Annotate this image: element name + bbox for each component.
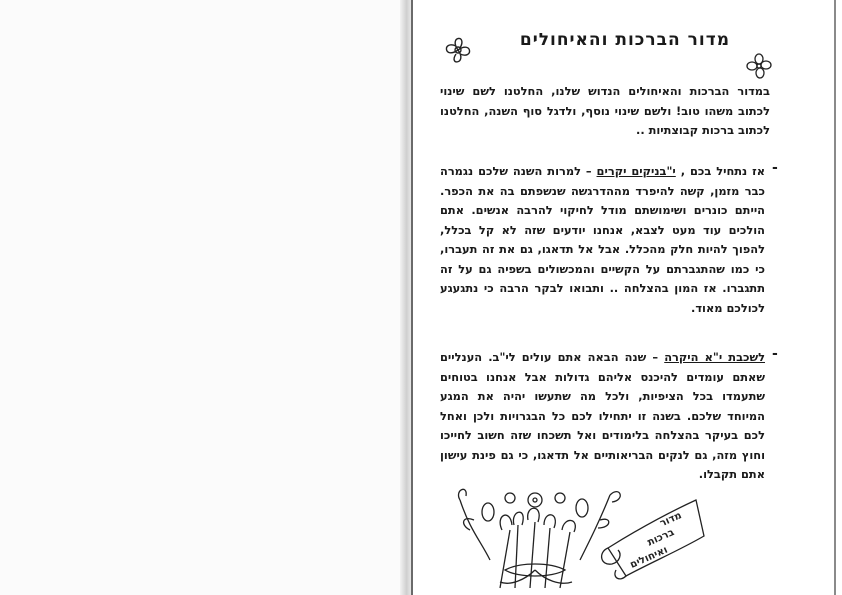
paragraph-body: – למרות השנה שלכם נגמרה כבר מזמן, קשה להיפרד מההדרגשה שנשפתם בה את הכפר. הייתם כונרים ושימושתם מודל לחיקוי להרבה אנשים. אתם הולכים עוד מעט לצבא, אנחנו יודעים שזה לא קל בכלל, להפוך להיות חלק מהכלל. אבל אל תדאגו, גם את זה תעברו, כי כמו שהתגברתם על הקשיים והמכשולים בשפיה גם על זה תתגברו. אז המון בהצלחה .. ותבואו לבקר הרבה כי נתגעגע לכולכם מאוד. bbox=[440, 164, 765, 315]
paragraph-lead: אז נתחיל בכם , bbox=[675, 164, 765, 178]
left-blank-page bbox=[0, 0, 405, 595]
banner-line-1: מדור bbox=[658, 510, 684, 530]
bullet-dash: - bbox=[772, 160, 778, 176]
paragraph-body: – שנה הבאה אתם עולים לי"ב. הענליים שאתם עומדים להיכנס אליהם גדולות אבל אנחנו בטוחים שתעמדו בכל הציפיות, ולכל מה שתעשו יהיה את המגע המיוחד שלכם. בשנה זו יתחילו לכם כל הבגרויות ולכן ואחל לכם בעיקר בהצלחה בלימודים ואל תשכחו שזה חשוב לחייכו וחוץ מזה, גם לנקים הבריאותיים אל תדאגו, כי גם פינת עישון אתם תקבלו. bbox=[440, 350, 765, 481]
flower-doodle-icon bbox=[440, 32, 476, 68]
bullet-dash: - bbox=[772, 346, 778, 362]
intro-paragraph: במדור הברכות והאיחולים הנדוש שלנו, החלטנו לשם שינוי לכתוב משהו טוב! ולשם שינוי נוסף, ולדגל סוף השנה, החלטנו לכתוב ברכות קבוצתיות .. bbox=[440, 84, 770, 137]
small-flower-icon bbox=[745, 52, 773, 80]
banner-line-3: ואיחולים bbox=[628, 544, 670, 571]
bouquet-illustration bbox=[440, 470, 710, 590]
banner-line-2: ברכות bbox=[645, 526, 677, 549]
addressee-grade-11: לשכבת י"א היקרה bbox=[664, 350, 765, 364]
page-edge bbox=[834, 0, 836, 595]
section-title: מדור הברכות והאיחולים bbox=[519, 30, 730, 50]
fold-line bbox=[411, 0, 413, 595]
paragraph-grade-12 bbox=[440, 162, 765, 318]
paragraph-grade-11 bbox=[440, 348, 765, 485]
addressee-grade-12: י"בניקים יקרים bbox=[596, 164, 676, 178]
